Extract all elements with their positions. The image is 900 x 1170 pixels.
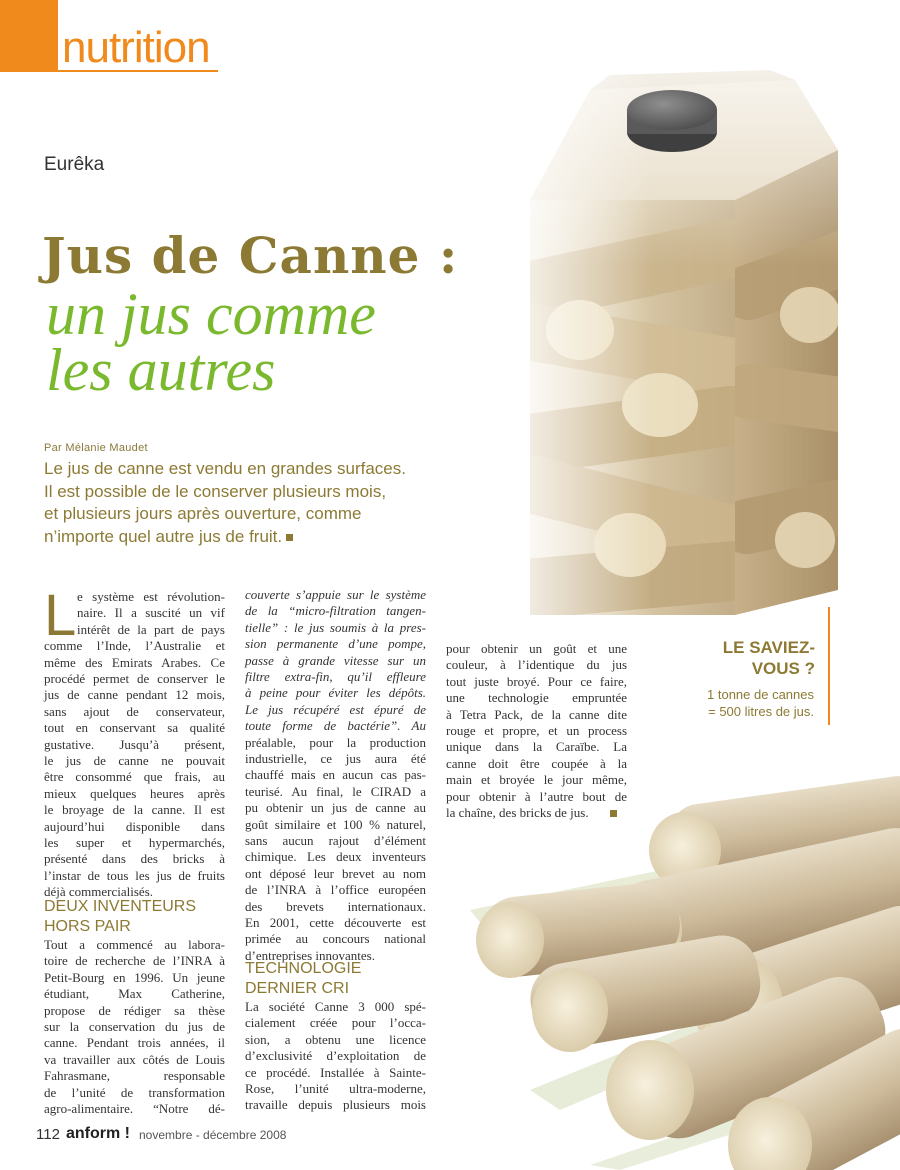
body-text-line: sans aucun rajout d’élément xyxy=(245,833,426,848)
body-text-line: naire. Il a suscité un vif xyxy=(77,605,225,621)
intro-line xyxy=(44,526,464,549)
body-text-line: passe à grande vitesse sur un xyxy=(245,652,426,668)
sidebar-text-line: 1 tonne de cannes xyxy=(707,687,814,702)
article-subtitle-line-1: un jus comme xyxy=(46,281,376,347)
body-text-line: rouge et propre, et un process xyxy=(446,723,627,738)
body-text-line: tout juste broyé. Pour ce faire, xyxy=(446,673,627,689)
body-text-line: d’exclusivité d’exploitation de xyxy=(245,1048,426,1064)
body-text-line: chimique. Les deux inventeurs xyxy=(245,849,426,865)
body-text-line: à peine pour éviter les dépôts. xyxy=(245,685,426,701)
body-text-line: propose de rédiger sa thèse xyxy=(44,1002,225,1018)
body-text-line: toire de recherche de l’INRA à xyxy=(44,953,225,969)
body-text-line: gustative. Jusqu’à présent, xyxy=(44,736,225,752)
body-text-line: ont déposé leur brevet au nom xyxy=(245,865,426,881)
body-text-line: le jus de canne ne pouvait xyxy=(44,753,225,768)
body-text-line: déjà commercialisés. xyxy=(44,884,154,900)
body-text-line: chauffé mais en aucun cas pas- xyxy=(245,767,426,783)
byline: Par Mélanie Maudet xyxy=(44,442,148,454)
body-text-line: sion, a obtenu une licence xyxy=(245,1031,426,1047)
body-text-line: couverte s’appuie sur le système xyxy=(245,587,426,602)
article-intro xyxy=(44,458,464,548)
body-text-line: goût similaire et 100 % naturel, xyxy=(245,816,426,832)
body-text-line: toute forme de bactérie”. Au xyxy=(245,718,426,734)
body-text-line: Fahrasmane, responsable xyxy=(44,1068,225,1084)
body-text-line: aujourd’hui disponible dans xyxy=(44,818,225,834)
body-text-line: présenté dans des bricks à xyxy=(44,851,225,867)
body-text-line: de l’INRA à l’office européen xyxy=(245,882,426,898)
body-text-line: agro-alimentaire. “Notre dé- xyxy=(44,1101,225,1116)
body-text-line: teurisé. Au final, le CIRAD a xyxy=(245,783,426,799)
body-text-line: être consommé que frais, au xyxy=(44,769,225,785)
intro-line: Le jus de canne est vendu en grandes surfaces. xyxy=(44,459,406,478)
body-text-line: tout en conservant sa qualité xyxy=(44,720,225,736)
body-text-line: va travailler aux côtés de Louis xyxy=(44,1051,225,1067)
intro-line: Il est possible de le conserver plusieurs mois, xyxy=(44,481,387,501)
section-heading-line: DERNIER CRI xyxy=(245,980,350,997)
page-number: 112 xyxy=(36,1126,60,1143)
body-text-line: mieux quelques heures après xyxy=(44,785,225,801)
body-text-line: couleur, à l’identique du jus xyxy=(446,657,627,673)
body-text-line: pu obtenir un jus de canne au xyxy=(245,800,426,816)
end-of-paragraph-mark xyxy=(286,534,293,541)
sidebar-title-line: LE SAVIEZ- xyxy=(722,638,815,657)
body-text-line: de la “micro-filtration tangen- xyxy=(245,603,426,619)
body-text-line: la chaîne, des bricks de jus. xyxy=(446,805,589,820)
end-of-article-mark xyxy=(610,810,617,817)
sidebar-title-line: VOUS ? xyxy=(751,659,815,678)
section-heading-line: HORS PAIR xyxy=(44,918,131,935)
body-text-line: sion permanente d’une pompe, xyxy=(245,636,426,652)
body-text-line: industrielle, ce jus aura été xyxy=(245,751,426,766)
body-text-line: travaille depuis plusieurs mois xyxy=(245,1097,426,1113)
body-text-line: Le jus récupéré est épuré de xyxy=(245,701,426,717)
body-text-line: des brevets internationaux. xyxy=(245,898,426,914)
section-label: nutrition xyxy=(62,23,210,72)
drop-cap: L xyxy=(44,583,77,648)
body-text-line: sur la conservation du jus de xyxy=(44,1019,225,1034)
body-text-line: intérêt de la part de pays xyxy=(77,621,225,637)
magazine-name: anform ! xyxy=(66,1125,130,1142)
body-text-line: canne. Pendant trois années, il xyxy=(44,1035,225,1051)
body-text-line: canne doit être coupée à la xyxy=(446,755,627,771)
juice-carton-illustration xyxy=(520,70,850,630)
body-text-line: Rose, l’unité ultra-moderne, xyxy=(245,1081,426,1096)
sidebar-text-line: = 500 litres de jus. xyxy=(708,704,814,719)
body-text-line: d’entreprises innovantes. xyxy=(245,947,375,963)
body-text-line: cialement créée pour l’occa- xyxy=(245,1015,426,1031)
section-heading-line: TECHNOLOGIE xyxy=(245,960,362,977)
body-text-line: jus de canne pendant 12 mois, xyxy=(44,687,225,703)
article-title: Jus de Canne : xyxy=(42,226,459,285)
intro-line-text: n’importe quel autre jus de fruit. xyxy=(44,526,283,546)
section-heading-line: DEUX INVENTEURS xyxy=(44,898,197,915)
body-text-line: ce procédé. Installée à Sainte- xyxy=(245,1064,426,1080)
body-text-line: e système est révolution- xyxy=(77,589,225,604)
body-text-line: les super et hypermarchés, xyxy=(44,835,225,850)
body-text-line: procédé permet de conserver le xyxy=(44,671,225,686)
body-text-line: préalable, pour la production xyxy=(245,734,426,750)
body-text-line: sans ajout de conservateur, xyxy=(44,703,225,719)
body-text-line: une technologie empruntée xyxy=(446,690,627,706)
body-text-line: l’instar de tous les jus de fruits xyxy=(44,867,225,883)
body-text-line: Tout a commencé au labora- xyxy=(44,937,225,952)
body-text-line: à Tetra Pack, de la canne dite xyxy=(446,706,627,722)
body-text-line: même des Emirats Arabes. Ce xyxy=(44,654,225,670)
body-text-line: filtre extra-fin, qu’il effleure xyxy=(245,669,426,684)
body-text-line: comme l’Inde, l’Australie et xyxy=(44,638,225,654)
body-text-line: de l’unité de transformation xyxy=(44,1084,225,1100)
kicker: Eurêka xyxy=(44,154,105,175)
body-text-line: tielle” : le jus soumis à la pres- xyxy=(245,619,426,635)
body-text-line: pour obtenir à l’autre bout de xyxy=(446,788,627,804)
issue-date: novembre - décembre 2008 xyxy=(139,1128,287,1142)
body-text-line: En 2001, cette découverte est xyxy=(245,915,426,930)
body-text-line: étudiant, Max Catherine, xyxy=(44,986,225,1002)
intro-line: et plusieurs jours après ouverture, comme xyxy=(44,504,362,523)
body-text-line: le broyage de la canne. Il est xyxy=(44,802,225,818)
body-text-line: unique dans la Caraïbe. La xyxy=(446,739,627,755)
body-text-line: La société Canne 3 000 spé- xyxy=(245,999,426,1014)
body-text-line: pour obtenir un goût et une xyxy=(446,641,627,656)
body-text-line: Petit-Bourg en 1996. Un jeune xyxy=(44,969,225,985)
article-subtitle-line-2: les autres xyxy=(46,337,276,403)
sidebar-rule xyxy=(828,607,830,725)
section-tab-block xyxy=(0,0,58,72)
body-text-line: primée au concours national xyxy=(245,931,426,947)
sugar-cane-illustration xyxy=(470,760,900,1170)
body-text-line: main et broyée le jour même, xyxy=(446,772,627,788)
